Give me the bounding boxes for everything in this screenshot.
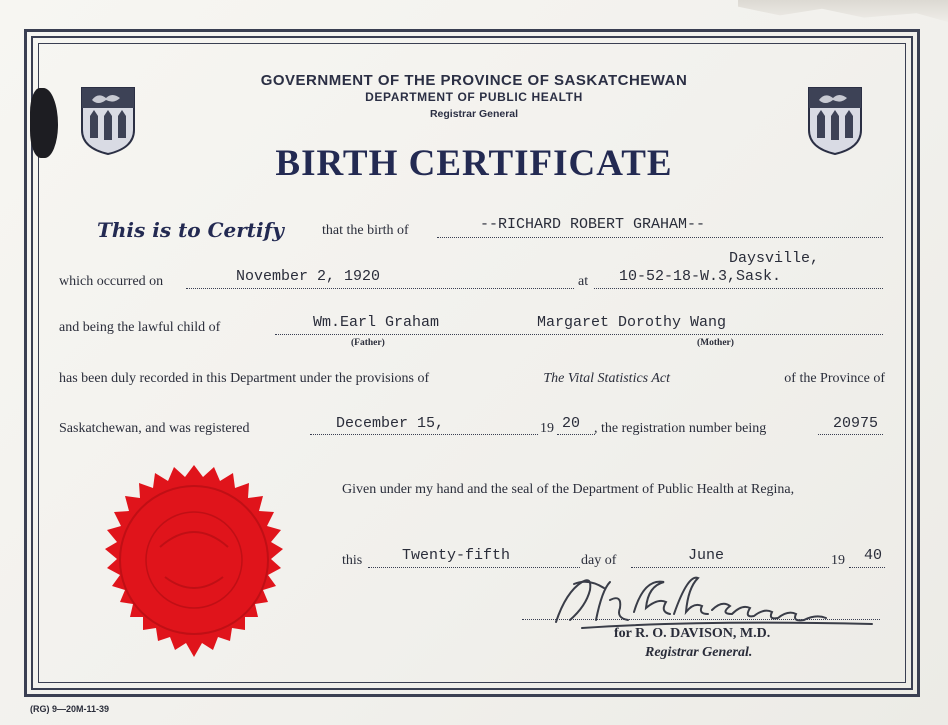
certificate-title: BIRTH CERTIFICATE [275,143,673,184]
recorded-text-1: has been duly recorded in this Department under the provisions of [59,371,430,386]
registration-number-line [818,434,883,435]
registration-label: , the registration number being [594,421,767,436]
registration-number: 20975 [833,415,879,432]
registered-year: 20 [562,415,581,432]
recorded-sentence [59,371,885,387]
form-number: (RG) 9—20M-11-39 [30,704,110,714]
given-month: June [688,547,725,564]
father-name: Wm.Earl Graham [313,314,440,331]
government-heading: GOVERNMENT OF THE PROVINCE OF SASKATCHEWAN [260,72,688,89]
day-of-label: day of [581,553,617,568]
mother-name: Margaret Dorothy Wang [537,314,727,331]
place-line [594,288,883,289]
department-heading: DEPARTMENT OF PUBLIC HEALTH [365,90,583,104]
given-day: Twenty-fifth [402,547,511,564]
lawful-child-label: and being the lawful child of [59,320,221,335]
mother-caption: (Mother) [697,338,734,348]
red-seal-icon [80,447,308,675]
birth-of-label: that the birth of [322,223,409,238]
month-line [631,567,829,568]
registered-year-prefix: 19 [540,421,554,436]
certify-heading: This is to Certify [97,218,284,242]
given-text: Given under my hand and the seal of the Department of Public Health at Regina, [342,482,795,497]
place-line-2: 10-52-18-W.3,Sask. [619,268,782,285]
day-line [368,567,580,568]
signature [552,570,882,630]
given-year-line [849,567,885,568]
parents-line [275,334,883,335]
this-label: this [342,553,363,568]
registered-date: December 15, [336,415,445,432]
given-year-prefix: 19 [831,553,845,568]
signatory-title: Registrar General. [645,645,753,660]
father-caption: (Father) [351,338,385,348]
registrar-heading: Registrar General [429,108,519,120]
registered-year-line [557,434,595,435]
occurred-label: which occurred on [59,274,164,289]
at-label: at [578,274,589,289]
place-line-1: Daysville, [729,250,820,267]
date-line [186,288,574,289]
act-name: The Vital Statistics Act [543,371,671,386]
recorded-text-2: of the Province of [784,371,885,386]
birth-date: November 2, 1920 [236,268,381,285]
name-line [437,237,883,238]
given-year: 40 [864,547,883,564]
signatory-name: for R. O. DAVISON, M.D. [614,626,771,641]
registered-label: Saskatchewan, and was registered [59,421,250,436]
signature-line [522,619,880,620]
child-name: --RICHARD ROBERT GRAHAM-- [480,216,706,233]
registered-date-line [310,434,538,435]
